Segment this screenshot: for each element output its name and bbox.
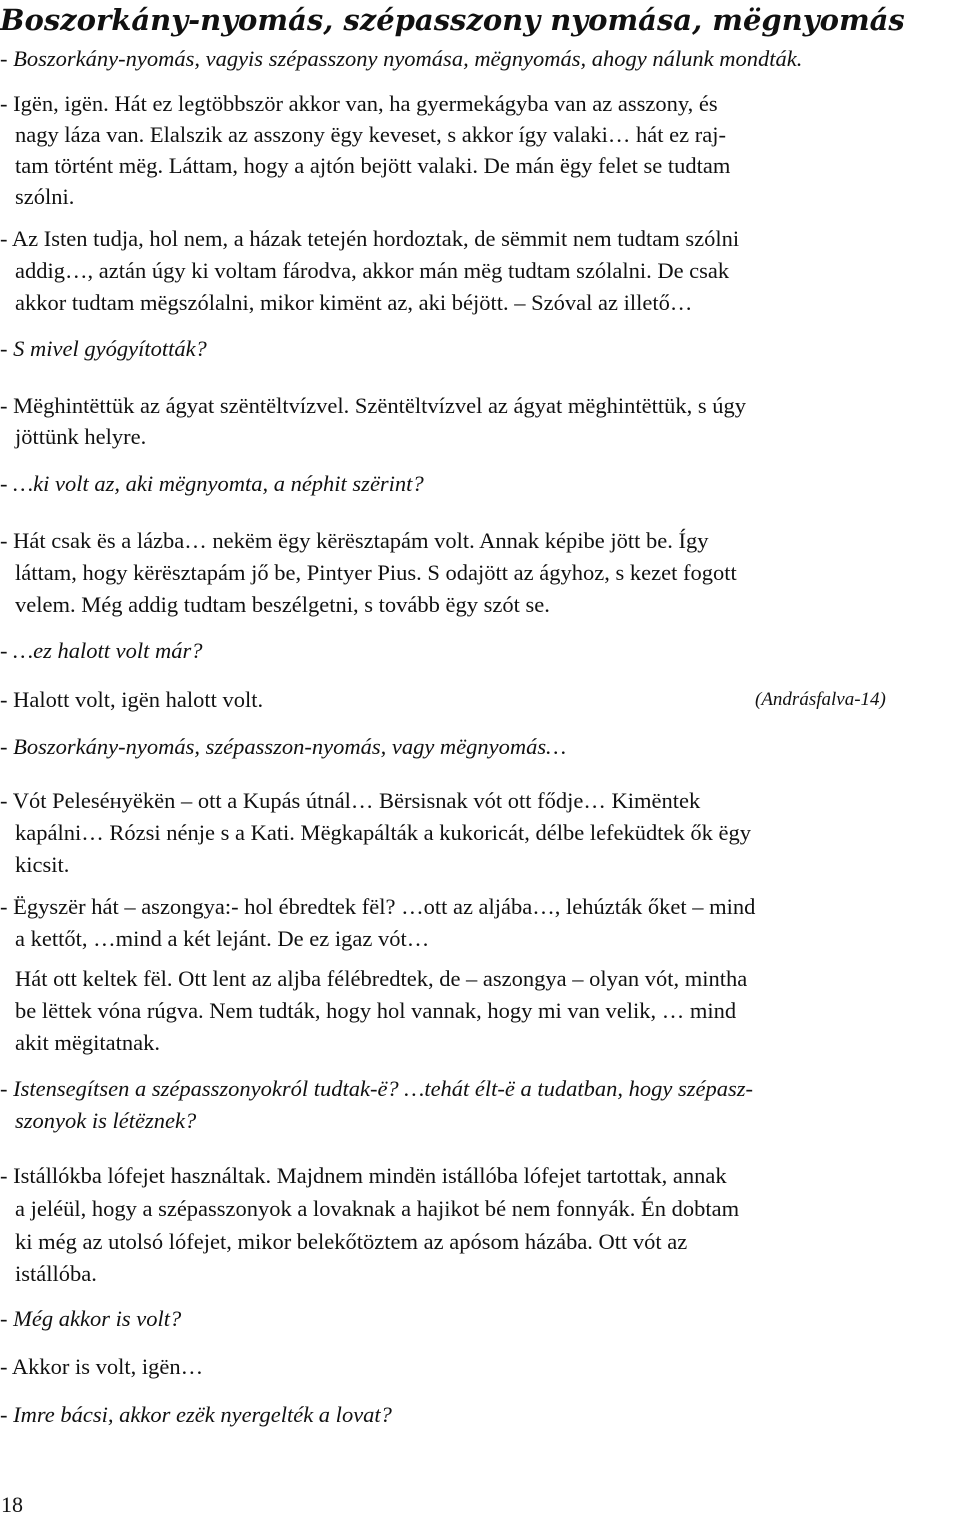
text-line: istállóba. [15,1261,97,1286]
page-number: 18 [1,1492,23,1517]
text-line: - Az Isten tudja, hol nem, a házak tetején hordoztak, de sëmmit nem tudtam szólni [0,226,740,251]
text-line: velem. Még addig tudtam beszélgetni, s tovább ëgy szót se. [15,592,550,617]
text-line: - Akkor is volt, igën… [0,1354,204,1379]
text-line: tam történt mëg. Láttam, hogy a ajtón bejött valaki. De mán ëgy felet se tudtam [15,153,731,178]
text-line: Hát ott keltek fël. Ott lent az aljba félébredtek, de – aszongya – olyan vót, mintha [15,966,748,991]
text-line: a jeléül, hogy a szépasszonyok a lovaknak a hajikot bé nem fonnyák. Én dobtam [15,1196,740,1221]
question-line: - S mivel gyógyították? [0,336,207,361]
question-line: szonyok is létëznek? [15,1108,197,1133]
text-line: ki még az utolsó lófejet, mikor belekőtöztem az apósom házába. Ott vót az [15,1229,688,1254]
text-line: szólni. [15,184,75,209]
source-reference: (Andrásfalva-14) [755,689,886,710]
text-line: a kettőt, …mind a két leјánt. De ez igaz vót… [15,926,430,951]
text-line: - Vót Peleséнyëkën – ott a Kupás útnál… Bërsisnak vót ott fődje… Kimëntek [0,788,701,813]
text-line: láttam, hogy kërësztapám jő be, Pintyer Pius. S odajött az ágyhoz, s kezet fogott [15,560,737,585]
question-line: - Még akkor is volt? [0,1306,182,1331]
text-line: akit mëgitatnak. [15,1030,160,1055]
question-line: - …ki volt az, aki mëgnyomta, a néphit szërint? [0,471,424,496]
text-line: - Ëgyszër hát – aszongya:- hol ébredtek fël? …ott az aljába…, lehúzták őket – mind [0,894,756,919]
text-line: kapálni… Rózsi nénje s a Kati. Mëgkapálták a kukoricát, délbe lefeküdtek ők ëgy [15,820,752,845]
question-line: - Boszorkány-nyomás, szépasszon-nyomás, vagy mëgnyomás… [0,734,567,759]
text-line: jöttünk helyre. [15,424,147,449]
question-line: - Istensegítsen a szépasszonyokról tudtak-ë? …tehát élt-ë a tudatban, hogy szépasz- [0,1076,754,1101]
text-line: - Boszorkány-nyomás, vagyis szépasszony nyomása, mëgnyomás, ahogy nálunk mondták. [0,46,803,71]
text-line: - Mëghintëttük az ágyat szëntëltvízvel. Szëntëltvízvel az ágyat mëghintëttük, s úgy [0,393,747,418]
question-line: - …ez halott volt már? [0,638,203,663]
page-title: Boszorkány-nyomás, szépasszony nyomása, mëgnyomás [0,3,905,37]
text-line: - Istállókba lófejet használtak. Majdnem mindën istállóba lófejet tartottak, annak [0,1163,727,1188]
text-line: - Igën, igën. Hát ez legtöbbször akkor van, ha gyermekágyba van az asszony, és [0,91,718,116]
text-line: kicsit. [15,852,70,877]
text-line: - Halott volt, igën halott volt. [0,687,264,712]
text-line: akkor tudtam mëgszólalni, mikor kimënt az, aki béjött. – Szóval az illető… [15,290,693,315]
text-line: nagy láza van. Elalszik az asszony ëgy keveset, s akkor így valaki… hát ez raj- [15,122,726,147]
text-line: be lëttek vóna rúgva. Nem tudták, hogy hol vannak, hogy mi van velik, … mind [15,998,737,1023]
text-line: - Hát csak ës a lázba… nekëm ëgy kërësztapám volt. Annak képibe jött be. Így [0,528,709,553]
text-line: addig…, aztán úgy ki voltam fárodva, akkor mán mëg tudtam szólalni. De csak [15,258,730,283]
question-line: - Imre bácsi, akkor ezëk nyergelték a lovat? [0,1402,392,1427]
